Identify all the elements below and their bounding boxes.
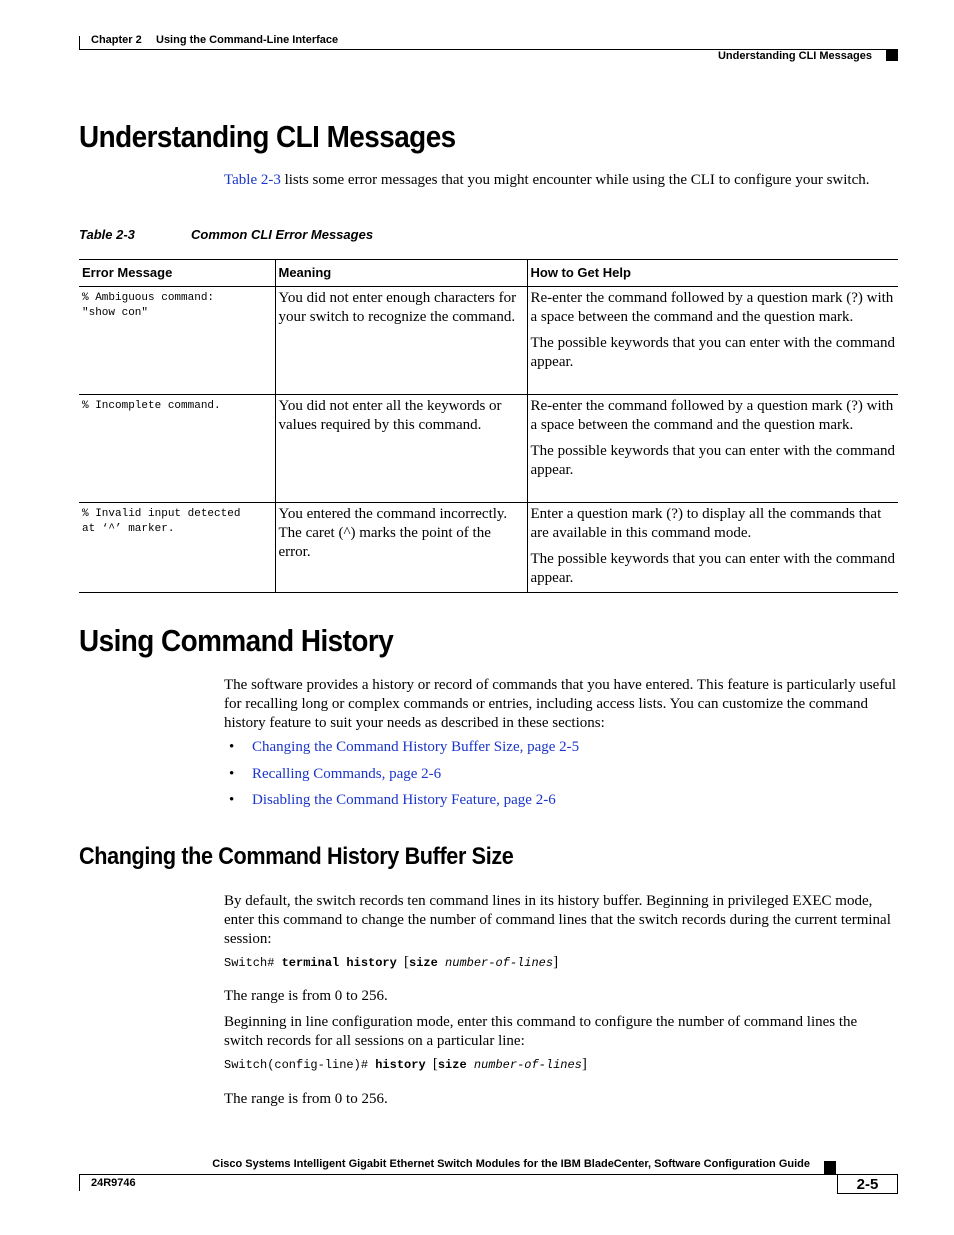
error-message-cell: % Incomplete command. — [79, 395, 275, 503]
help-paragraph: Re-enter the command followed by a question mark (?) with a space between the command and the question mark. — [530, 290, 894, 325]
section-title-cli-messages: Understanding CLI Messages — [79, 119, 456, 154]
link-changing-buffer-size[interactable]: Changing the Command History Buffer Size, page 2-5 — [252, 739, 580, 755]
footer-marker-block — [824, 1161, 836, 1174]
command-keyword: history — [375, 1058, 433, 1072]
help-paragraph: Re-enter the command followed by a question mark (?) with a space between the command and the question mark. — [530, 398, 894, 433]
command-option: size — [409, 956, 446, 970]
list-item — [224, 765, 579, 792]
bracket-open: [ — [404, 954, 410, 970]
bracket-close: ] — [553, 954, 559, 970]
header-rule-vertical — [79, 36, 80, 50]
table-row — [79, 395, 898, 503]
footer-rule — [79, 1174, 898, 1175]
help-paragraph: The possible keywords that you can enter with the command appear. — [530, 551, 895, 586]
section-title-command-history: Using Command History — [79, 623, 394, 658]
table-caption-number: Table 2-3 — [79, 227, 135, 242]
help-cell — [527, 287, 898, 395]
bullet-icon: • — [229, 765, 235, 782]
header-section: Understanding CLI Messages — [717, 50, 872, 62]
list-item — [224, 791, 579, 818]
header-chapter-title: Using the Command-Line Interface — [156, 34, 339, 46]
table-2-3-link[interactable]: Table 2-3 — [224, 172, 281, 188]
command-terminal-history — [224, 954, 558, 971]
footer-rule-vertical — [79, 1174, 80, 1191]
column-header-meaning: Meaning — [275, 260, 527, 287]
page-number: 2-5 — [837, 1174, 898, 1194]
help-cell — [527, 395, 898, 503]
meaning-cell: You did not enter enough characters for your switch to recognize the command. — [275, 287, 527, 395]
range-text-1: The range is from 0 to 256. — [224, 988, 388, 1004]
help-paragraph: The possible keywords that you can enter with the command appear. — [530, 443, 895, 478]
command-line-history — [224, 1056, 587, 1073]
footer-title: Cisco Systems Intelligent Gigabit Ethernet Switch Modules for the IBM BladeCenter, Software Configuration Guide — [212, 1158, 810, 1170]
list-item — [224, 738, 579, 765]
section1-intro-text: lists some error messages that you might encounter while using the CLI to configure your switch. — [280, 172, 870, 188]
error-message-cell: % Ambiguous command: "show con" — [79, 287, 275, 395]
header-marker-block — [886, 50, 898, 61]
help-paragraph: The possible keywords that you can enter with the command appear. — [530, 335, 895, 370]
link-recalling-commands[interactable]: Recalling Commands, page 2-6 — [252, 765, 442, 782]
subsection-title-buffer-size: Changing the Command History Buffer Size — [79, 843, 514, 870]
column-header-how-to-get-help: How to Get Help — [527, 260, 898, 287]
footer-doc-number: 24R9746 — [91, 1177, 136, 1189]
command-argument: number-of-lines — [445, 956, 554, 970]
column-header-error-message: Error Message — [79, 260, 275, 287]
bullet-icon: • — [229, 739, 235, 755]
bracket-close: ] — [581, 1056, 587, 1072]
table-row — [79, 503, 898, 593]
command-keyword: terminal history — [281, 956, 405, 970]
table-header-row — [79, 260, 898, 287]
section3-para1: By default, the switch records ten command lines in its history buffer. Beginning in privileged EXEC mode, enter this command to change the number of command lines that the switch records during the current terminal session: — [224, 893, 891, 947]
meaning-cell: You entered the command incorrectly. The caret (^) marks the point of the error. — [275, 503, 527, 593]
range-text-2: The range is from 0 to 256. — [224, 1091, 388, 1107]
bullet-icon: • — [229, 792, 235, 808]
help-cell — [527, 503, 898, 593]
error-message-cell: % Invalid input detected at ‘^’ marker. — [79, 503, 275, 593]
help-paragraph: Enter a question mark (?) to display all the commands that are available in this command mode. — [530, 506, 882, 541]
section1-intro — [224, 171, 896, 190]
command-prompt: Switch(config-line)# — [224, 1058, 376, 1072]
command-option: size — [437, 1058, 474, 1072]
command-argument: number-of-lines — [473, 1058, 582, 1072]
command-prompt: Switch# — [224, 956, 282, 970]
table-row — [79, 287, 898, 395]
table-caption-title: Common CLI Error Messages — [191, 227, 374, 242]
cli-error-table — [79, 259, 898, 593]
link-disabling-history[interactable]: Disabling the Command History Feature, page 2-6 — [252, 792, 556, 808]
section-link-list — [224, 738, 579, 818]
meaning-cell: You did not enter all the keywords or values required by this command. — [275, 395, 527, 503]
section3-para2: Beginning in line configuration mode, enter this command to configure the number of command lines the switch records for all sessions on a particular line: — [224, 1014, 858, 1049]
section2-intro: The software provides a history or record of commands that you have entered. This feature is particularly useful for recalling long or complex commands or entries, including access lists. You can customize the command history feature to suit your needs as described in these sections: — [224, 677, 896, 731]
bracket-open: [ — [432, 1056, 438, 1072]
header-chapter: Chapter 2 — [91, 34, 142, 46]
